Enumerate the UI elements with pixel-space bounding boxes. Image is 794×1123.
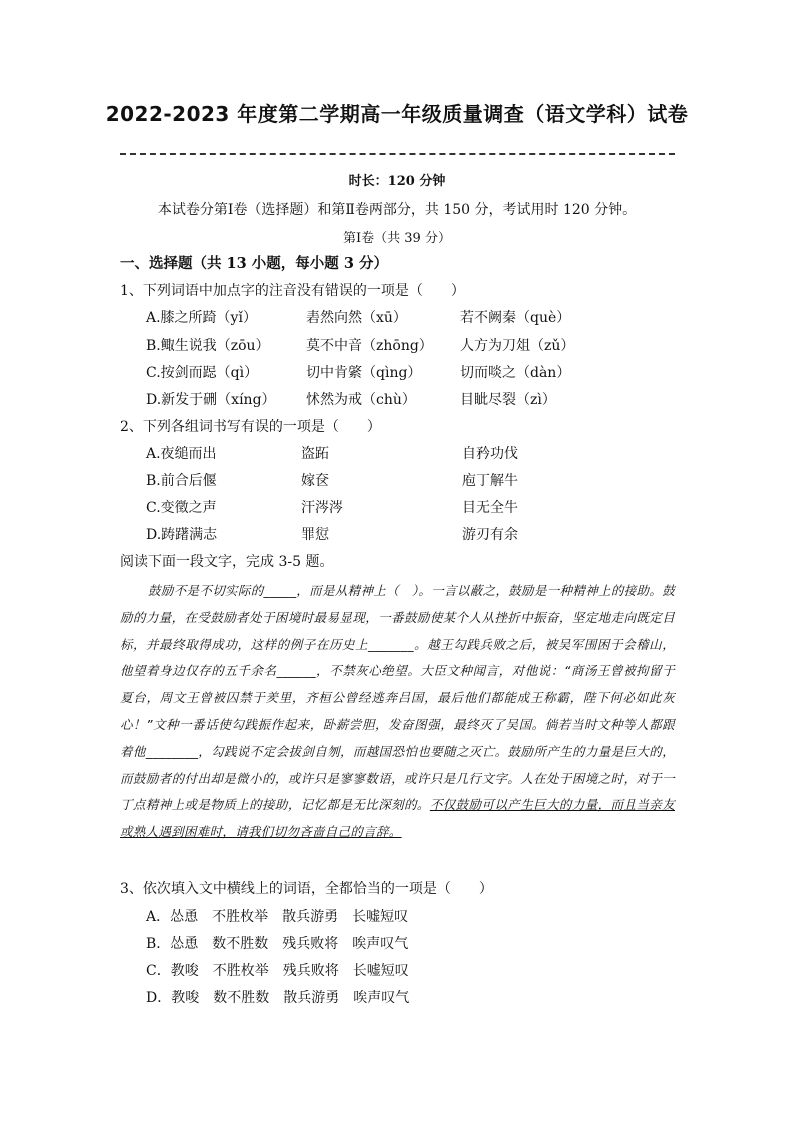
reading-prompt: 阅读下面一段文字，完成 3-5 题。 [120, 554, 334, 570]
q1-option-d-2: 怵然为戒（chù） [306, 392, 416, 408]
q1-option-c-1: C.按剑而跽（qì） [146, 365, 259, 381]
q1-option-a-2: 砉然向然（xū） [306, 310, 407, 326]
q2-option-c-1: C.变徵之声 [146, 500, 217, 516]
passage-underlined-sentence: 不仅鼓励可以产生巨大的力量，而且当亲友或熟人遇到困难时，请我们切勿吝啬自己的言辞。 [120, 797, 675, 840]
q2-option-b-3: 庖丁解牛 [462, 473, 518, 489]
exam-intro: 本试卷分第Ⅰ卷（选择题）和第Ⅱ卷两部分，共 150 分，考试用时 120 分钟。 [157, 202, 637, 218]
q1-option-a-1: A.膝之所踦（yǐ） [146, 310, 257, 326]
q3-option-d: D．教唆 数不胜数 散兵游勇 唉声叹气 [146, 990, 410, 1006]
q2-option-c-2: 汗涔涔 [301, 500, 343, 516]
q1-option-a-3: 若不阙秦（què） [460, 310, 571, 326]
question-3-stem: 3、依次填入文中横线上的词语，全都恰当的一项是（ ） [120, 881, 493, 897]
q2-option-d-3: 游刃有余 [462, 527, 518, 543]
question-2-stem: 2、下列各组词书写有误的一项是（ ） [120, 419, 381, 435]
exam-duration: 时长：120 分钟 [348, 174, 446, 189]
q3-option-a: A．怂恿 不胜枚举 散兵游勇 长嘘短叹 [146, 909, 409, 925]
page-title: 2022-2023 年度第二学期高一年级质量调查（语文学科）试卷 [105, 102, 689, 126]
q1-option-b-2: 莫不中音（zhōng） [306, 338, 433, 354]
q2-option-a-2: 盗跖 [301, 446, 329, 462]
q1-option-c-2: 切中肯綮（qìng） [306, 365, 422, 381]
question-1-stem: 1、下列词语中加点字的注音没有错误的一项是（ ） [120, 283, 465, 299]
q1-option-d-1: D.新发于硎（xíng） [146, 392, 276, 408]
q1-option-c-3: 切而啖之（dàn） [460, 365, 571, 381]
q2-option-d-1: D.踌躇满志 [146, 527, 218, 543]
passage-body: 鼓励不是不切实际的_____，而是从精神上（ ）。一言以蔽之，鼓励是一种精神上的接助。鼓励的力量，在受鼓励者处于困境时最易显现，一番鼓励使某个人从挫折中振奋，坚定地走向既定目标，并最终取得成功，这样的例子在历史上_______。越王勾践兵败之后，被吴军围困于会稽山，他望着身边仅存的五千余名______，不禁灰心绝望。大臣文种闻言，对他说：“商汤王曾被拘留于夏台，周文王曾被囚禁于羑里，齐桓公曾经逃奔吕国，最后他们都能成王称霸，陛下何必如此灰心！”文种一番话使勾践振作起来，卧薪尝胆，发奋图强，最终灭了吴国。倘若当时文种等人都跟着他________，勾践说不定会拔剑自刎，而越国恐怕也要随之灭亡。鼓励所产生的力量是巨大的，而鼓励者的付出却是微小的，或许只是寥寥数语，或许只是几行文字。人在处于困境之时，对于一丁点精神上或是物质上的接助，记忆都是无比深刻的。 [120, 583, 675, 813]
q3-option-c: C．教唆 不胜枚举 残兵败将 长嘘短叹 [146, 963, 409, 979]
volume-heading: 第Ⅰ卷（共 39 分） [343, 231, 451, 246]
q2-option-b-1: B.前合后偃 [146, 473, 217, 489]
q1-option-b-1: B.鲰生说我（zōu） [146, 338, 270, 354]
reading-passage [120, 578, 675, 846]
q1-option-d-3: 目眦尽裂（zì） [460, 392, 556, 408]
section-heading: 一、选择题（共 13 小题，每小题 3 分） [120, 255, 388, 272]
q2-option-a-1: A.夜缒而出 [146, 446, 217, 462]
q2-option-a-3: 自矜功伐 [462, 446, 518, 462]
q3-option-b: B．怂恿 数不胜数 残兵败将 唉声叹气 [146, 936, 409, 952]
q1-option-b-3: 人方为刀俎（zǔ） [460, 338, 575, 354]
q2-option-c-3: 目无全牛 [462, 500, 518, 516]
dashed-divider [120, 153, 675, 155]
q2-option-b-2: 嫁奁 [301, 473, 329, 489]
q2-option-d-2: 罪愆 [301, 527, 329, 543]
